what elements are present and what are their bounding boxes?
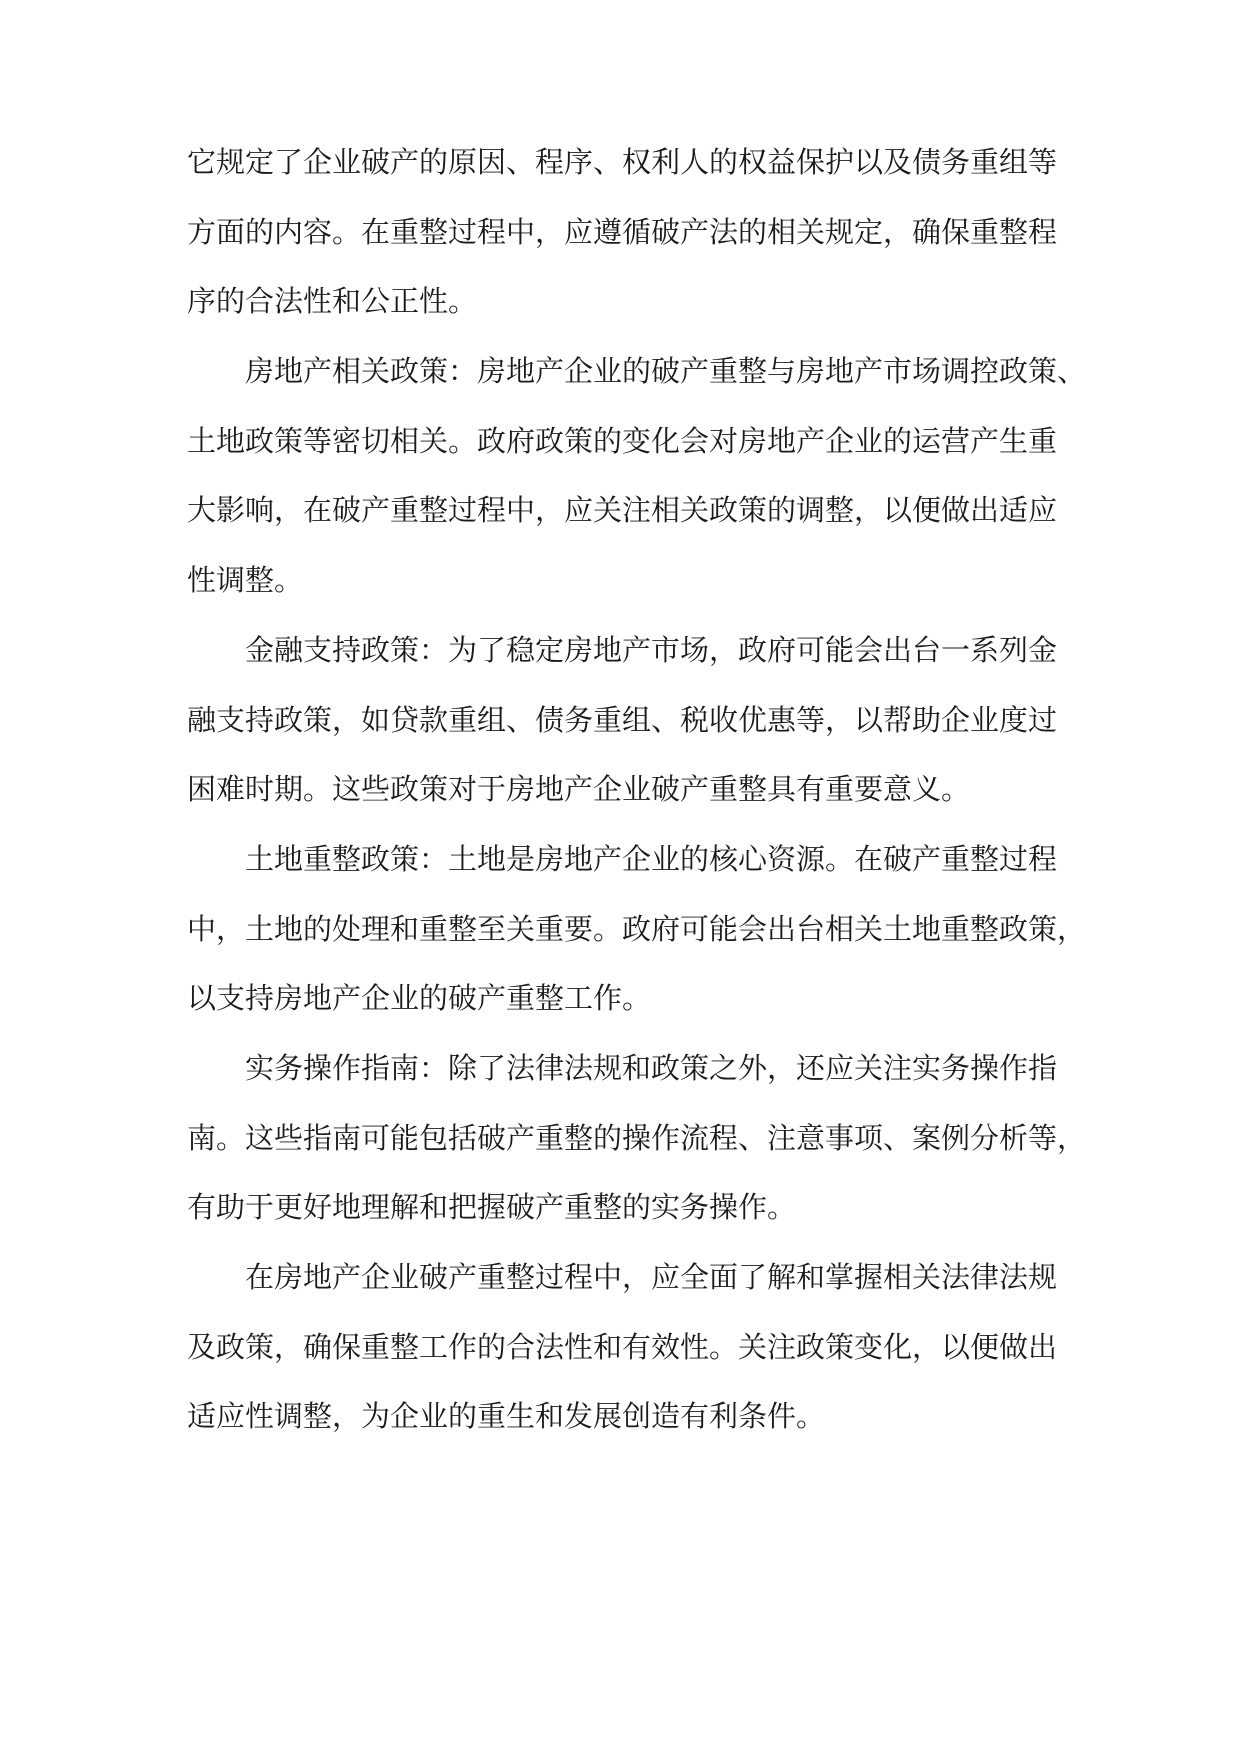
text-line: 有助于更好地理解和把握破产重整的实务操作。 (187, 1190, 797, 1225)
text-line: 适应性调整，为企业的重生和发展创造有利条件。 (187, 1399, 826, 1434)
text-line: 中，土地的处理和重整至关重要。政府可能会出台相关土地重整政策， (187, 911, 1087, 946)
text-line: 以支持房地产企业的破产重整工作。 (187, 981, 652, 1016)
text-line: 土地重整政策：土地是房地产企业的核心资源。在破产重整过程 (245, 841, 1058, 876)
text-line: 方面的内容。在重整过程中，应遵循破产法的相关规定，确保重整程 (187, 214, 1058, 249)
text-line: 大影响，在破产重整过程中，应关注相关政策的调整，以便做出适应 (187, 493, 1058, 528)
text-line: 困难时期。这些政策对于房地产企业破产重整具有重要意义。 (187, 772, 971, 807)
text-line: 性调整。 (187, 563, 304, 598)
body-text (187, 144, 1087, 1468)
text-line: 它规定了企业破产的原因、程序、权利人的权益保护以及债务重组等 (187, 145, 1058, 179)
text-line: 及政策，确保重整工作的合法性和有效性。关注政策变化，以便做出 (187, 1329, 1058, 1364)
text-line: 土地政策等密切相关。政府政策的变化会对房地产企业的运营产生重 (187, 423, 1058, 458)
text-line: 房地产相关政策：房地产企业的破产重整与房地产市场调控政策、 (245, 354, 1087, 389)
text-line: 南。这些指南可能包括破产重整的操作流程、注意事项、案例分析等， (187, 1120, 1087, 1155)
text-line: 金融支持政策：为了稳定房地产市场，政府可能会出台一系列金 (245, 632, 1058, 667)
text-line: 实务操作指南：除了法律法规和政策之外，还应关注实务操作指 (245, 1050, 1058, 1085)
text-line: 在房地产企业破产重整过程中，应全面了解和掌握相关法律法规 (245, 1260, 1058, 1294)
text-line: 融支持政策，如贷款重组、债务重组、税收优惠等，以帮助企业度过 (187, 702, 1058, 737)
text-line: 序的合法性和公正性。 (187, 284, 478, 319)
